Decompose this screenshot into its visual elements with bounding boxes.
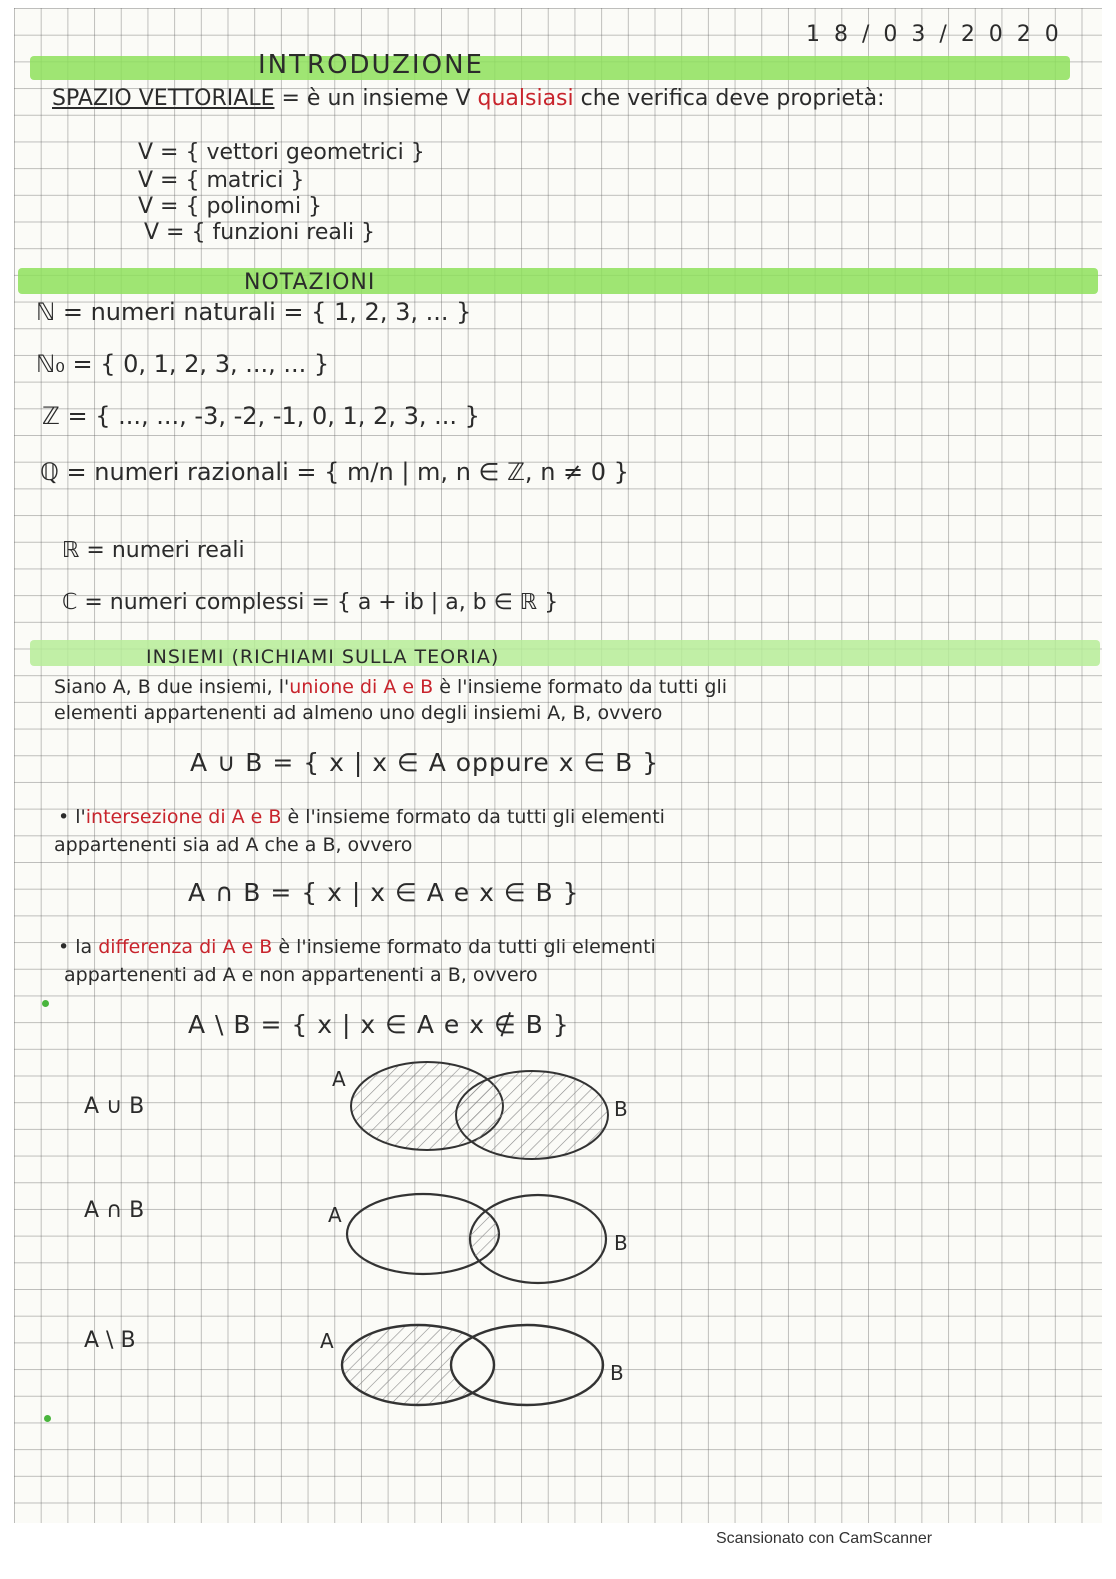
margin-dot bbox=[42, 1000, 49, 1007]
venn-union-set-b: B bbox=[614, 1097, 628, 1121]
difference-formula: A \ B = { x | x ∈ A e x ∉ B } bbox=[188, 1010, 570, 1039]
definition-end: che verifica deve proprietà: bbox=[580, 86, 885, 111]
venn-intersection bbox=[328, 1194, 628, 1283]
definition-start: = è un insieme V bbox=[281, 86, 471, 111]
intersection-line2: appartenenti sia ad A che a B, ovvero bbox=[54, 834, 413, 856]
difference-start: • la bbox=[58, 936, 93, 958]
example-polynomials: V = { polinomi } bbox=[138, 194, 323, 219]
page-title: INTRODUZIONE bbox=[258, 50, 484, 80]
difference-red: differenza di A e B bbox=[98, 936, 273, 958]
venn-intersection-set-b: B bbox=[614, 1231, 628, 1255]
venn-intersection-set-a: A bbox=[328, 1203, 342, 1227]
notation-complex: ℂ = numeri complessi = { a + ib | a, b ∈ ℝ } bbox=[62, 590, 559, 615]
sets-heading: INSIEMI (RICHIAMI SULLA TEORIA) bbox=[146, 646, 500, 668]
notation-reals: ℝ = numeri reali bbox=[62, 538, 245, 563]
notation-integers: ℤ = { ..., ..., -3, -2, -1, 0, 1, 2, 3, ... } bbox=[42, 402, 480, 430]
example-functions: V = { funzioni reali } bbox=[144, 220, 376, 245]
intersection-end: è l'insieme formato da tutti gli elementi bbox=[287, 806, 665, 828]
notations-heading: NOTAZIONI bbox=[244, 270, 376, 295]
definition-red: qualsiasi bbox=[477, 86, 574, 111]
intersection-formula: A ∩ B = { x | x ∈ A e x ∈ B } bbox=[188, 878, 580, 907]
difference-end: è l'insieme formato da tutti gli elementi bbox=[278, 936, 656, 958]
scanner-footer: Scansionato con CamScanner bbox=[716, 1530, 933, 1547]
union-formula: A ∪ B = { x | x ∈ A oppure x ∈ B } bbox=[190, 748, 660, 777]
notation-rationals: ℚ = numeri razionali = { m/n | m, n ∈ ℤ, n ≠ 0 } bbox=[40, 458, 629, 486]
diagram-intersection-label: A ∩ B bbox=[84, 1198, 145, 1223]
venn-difference-set-a: A bbox=[320, 1329, 334, 1353]
diagram-difference-label: A \ B bbox=[84, 1328, 136, 1353]
notation-naturals-zero: ℕ₀ = { 0, 1, 2, 3, ..., ... } bbox=[36, 350, 330, 378]
union-intro-start: Siano A, B due insiemi, l' bbox=[54, 676, 290, 698]
intersection-red: intersezione di A e B bbox=[85, 806, 282, 828]
venn-union bbox=[332, 1062, 628, 1159]
notation-naturals: ℕ = numeri naturali = { 1, 2, 3, ... } bbox=[36, 298, 472, 326]
example-vectors: V = { vettori geometrici } bbox=[138, 140, 425, 165]
venn-difference bbox=[320, 1320, 624, 1410]
date: 18/03/2020 bbox=[806, 22, 1073, 47]
diagram-union-label: A ∪ B bbox=[84, 1094, 145, 1119]
example-matrices: V = { matrici } bbox=[138, 168, 305, 193]
margin-dot bbox=[44, 1415, 51, 1422]
union-line2: elementi appartenenti ad almeno uno degli insiemi A, B, ovvero bbox=[54, 702, 663, 724]
intersection-start: • l' bbox=[58, 806, 86, 828]
union-intro-end: è l'insieme formato da tutti gli bbox=[439, 676, 728, 698]
union-intro-red: unione di A e B bbox=[289, 676, 434, 698]
vector-space-term: SPAZIO VETTORIALE bbox=[52, 86, 275, 111]
venn-union-set-a: A bbox=[332, 1067, 346, 1091]
venn-difference-set-b: B bbox=[610, 1361, 624, 1385]
difference-line2: appartenenti ad A e non appartenenti a B, ovvero bbox=[64, 964, 538, 986]
